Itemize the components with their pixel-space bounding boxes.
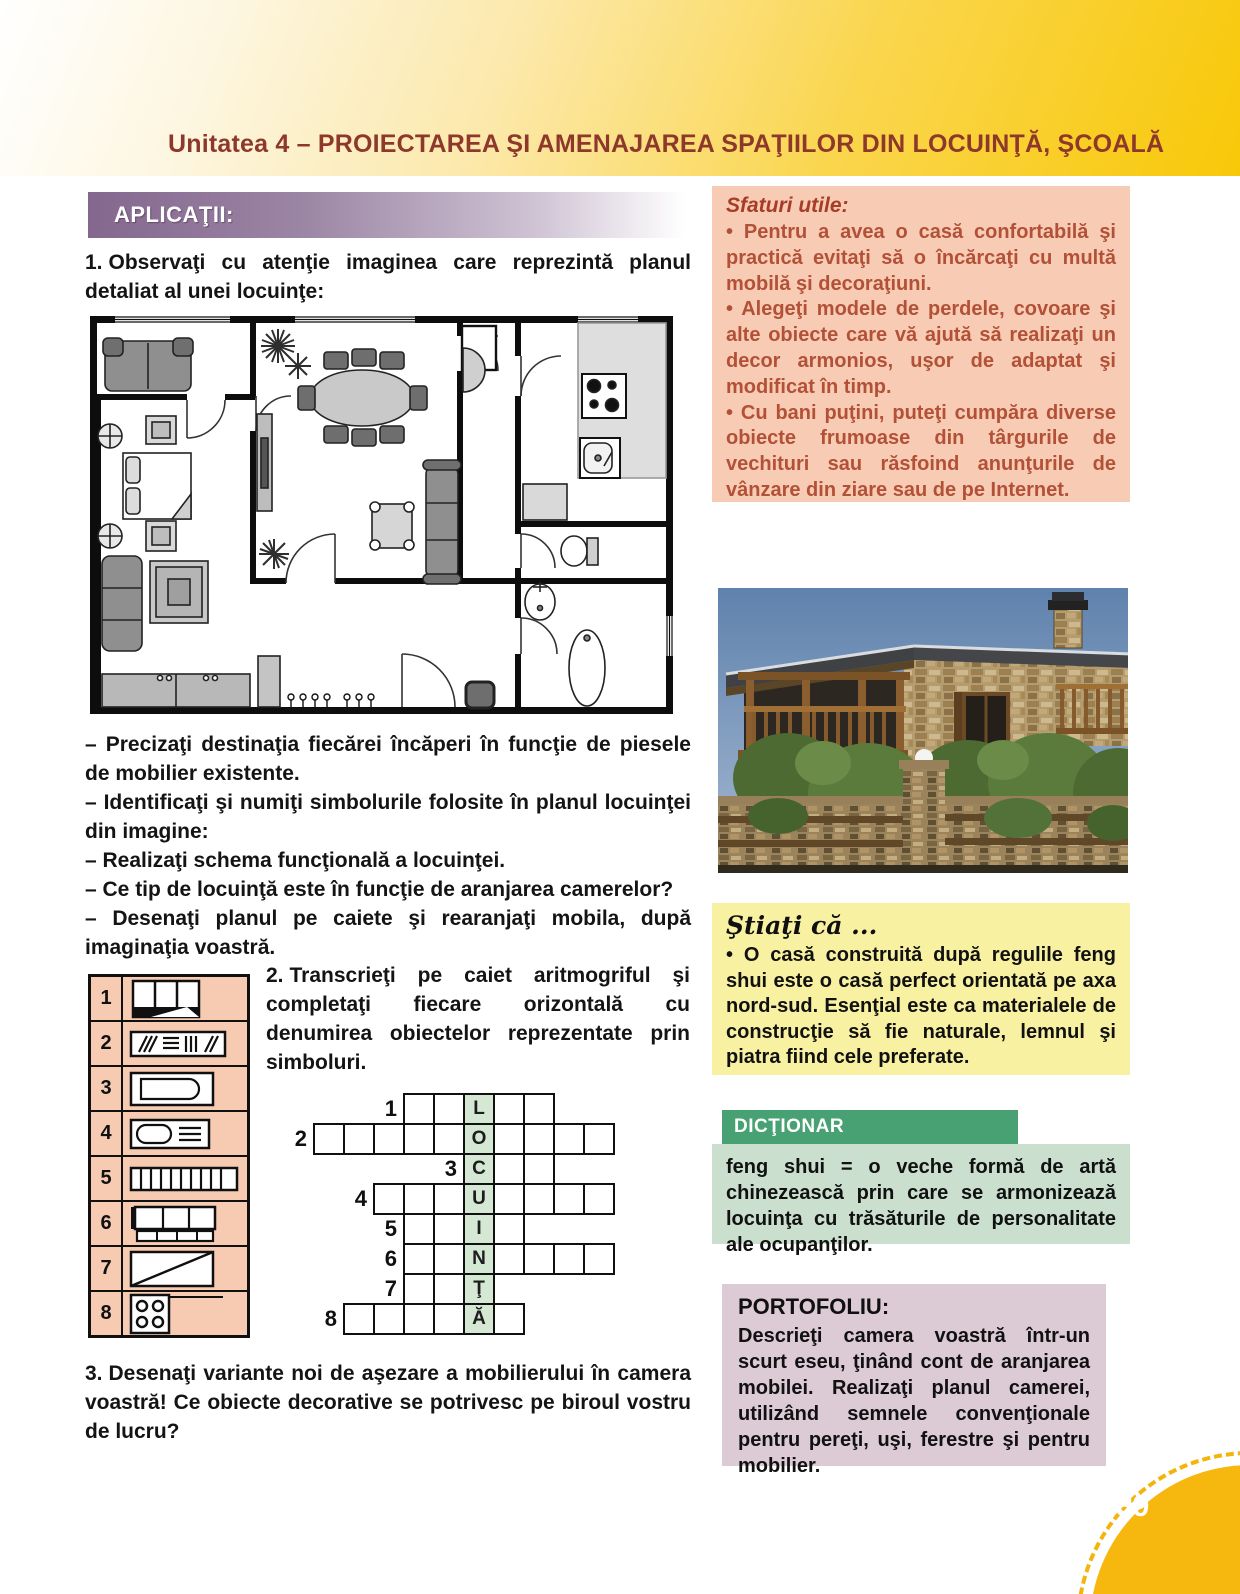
- did-you-know-title: Ştiaţi că ...: [726, 911, 878, 940]
- crossword-cell: [553, 1243, 585, 1275]
- crossword-cell: [433, 1093, 465, 1125]
- did-you-know-text: • O casă construită după regulile feng shui este o casă perfect orientată pe axa nord-sud. Esenţial este ca materialele de construcţie să fie naturale, lemnul şi piatra fiind cele preferate.: [726, 944, 1116, 1069]
- symbol-row-number: 3: [91, 1067, 123, 1110]
- sink-symbol-icon: [123, 1112, 247, 1155]
- crossword-cell: [583, 1183, 615, 1215]
- applications-badge: [88, 192, 710, 238]
- dictionary-term: feng shui: [726, 1156, 826, 1178]
- bathtub-symbol-icon: [123, 1067, 247, 1110]
- crossword-cell: [553, 1183, 585, 1215]
- crossword-row-number: 1: [384, 1096, 397, 1121]
- wardrobe-symbol-icon: [123, 1202, 247, 1245]
- crossword-highlight-cell: C: [463, 1153, 495, 1185]
- page-number: 89: [1116, 1490, 1150, 1523]
- window-symbol-icon: [123, 1247, 247, 1290]
- symbol-row-number: 7: [91, 1247, 123, 1290]
- crossword-cell: [493, 1243, 525, 1275]
- portfolio-text: Descrieţi camera voastră într-un scurt eseu, ţinând cont de aranjarea mobilei. Realizaţi planul camerei, utilizând semnele convenţionale pentru pereţi, uşi, ferestre şi pentru mobilier.: [738, 1325, 1090, 1477]
- crossword-highlight-cell: L: [463, 1093, 495, 1125]
- crossword-highlight-cell: N: [463, 1243, 495, 1275]
- symbol-table-row: [91, 1292, 247, 1335]
- crossword-cell: [313, 1123, 345, 1155]
- symbol-row-number: 1: [91, 977, 123, 1020]
- symbol-table-row: [91, 1247, 247, 1292]
- crossword-cell: [523, 1093, 555, 1125]
- symbol-table-row: [91, 1112, 247, 1157]
- floor-plan-image: [90, 316, 686, 714]
- crossword-cell: [493, 1303, 525, 1335]
- dictionary-header: DICŢIONAR: [722, 1110, 1018, 1144]
- crossword-cell: [343, 1123, 375, 1155]
- symbol-row-number: 5: [91, 1157, 123, 1200]
- symbol-table-row: [91, 1202, 247, 1247]
- dictionary-definition: = o veche formă de artă chinezească prin care se armonizează locuinţa cu trăsăturile de personalitate ale ocupanţilor.: [726, 1156, 1117, 1256]
- crossword-row-number: 4: [354, 1186, 367, 1211]
- crossword-cell: [343, 1303, 375, 1335]
- symbol-row-number: 6: [91, 1202, 123, 1245]
- crossword-cell: [583, 1123, 615, 1155]
- crossword-cell: [493, 1093, 525, 1125]
- crossword-cell: [403, 1213, 435, 1245]
- task-1-text: Observaţi cu atenţie imaginea care reprezintă planul detaliat al unei locuinţe:: [85, 251, 691, 303]
- crossword-cell: [523, 1123, 555, 1155]
- symbol-table-row: [91, 977, 247, 1022]
- tips-item: • Pentru a avea o casă confortabilă şi practică evitaţi să o încărcaţi cu multă mobilă şi decoraţiuni.: [726, 221, 1116, 295]
- crossword-cell: [373, 1183, 405, 1215]
- crossword-cell: [403, 1273, 435, 1305]
- crossword-cell: [523, 1183, 555, 1215]
- crossword-highlight-cell: O: [463, 1123, 495, 1155]
- crossword-cell: [493, 1123, 525, 1155]
- crossword-cell: [373, 1303, 405, 1335]
- house-photo: [718, 588, 1128, 873]
- crossword-row-number: 8: [324, 1306, 337, 1331]
- crossword-cell: [493, 1213, 525, 1245]
- symbol-row-number: 8: [91, 1292, 123, 1335]
- crossword-highlight-cell: I: [463, 1213, 495, 1245]
- dictionary-body: [712, 1144, 1130, 1256]
- symbol-table-row: [91, 1157, 247, 1202]
- symbol-table-row: [91, 1022, 247, 1067]
- crossword-cell: [523, 1243, 555, 1275]
- symbol-row-number: 4: [91, 1112, 123, 1155]
- task-1-number: 1.: [85, 251, 103, 274]
- tips-box-items: [726, 220, 1116, 504]
- symbol-table-row: [91, 1067, 247, 1112]
- crossword-cell: [433, 1123, 465, 1155]
- subtask-item: – Realizaţi schema funcţională a locuinţei.: [85, 848, 506, 872]
- portfolio-title: PORTOFOLIU:: [738, 1294, 890, 1319]
- crossword-cell: [553, 1123, 585, 1155]
- portfolio-box: [722, 1284, 1106, 1477]
- crossword-cell: [403, 1123, 435, 1155]
- stove-symbol-icon: [123, 1292, 247, 1335]
- tips-box: [712, 186, 1130, 502]
- did-you-know-box: [712, 903, 1130, 1075]
- tips-item: • Alegeţi modele de perdele, covoare şi alte obiecte care vă ajută să realizaţi un decor armonios, uşor de adaptat şi modificat în timp.: [726, 298, 1116, 398]
- crossword-cell: [493, 1153, 525, 1185]
- carpet-symbol-icon: [123, 1022, 247, 1065]
- page-title: Unitatea 4 – PROIECTAREA ŞI AMENAJAREA SPAŢIILOR DIN LOCUINŢĂ, ŞCOALĂ: [168, 130, 1165, 158]
- task-3-number: 3.: [85, 1362, 103, 1385]
- crossword-row-number: 3: [444, 1156, 457, 1181]
- crossword-highlight-cell: U: [463, 1183, 495, 1215]
- subtask-item: – Ce tip de locuinţă este în funcţie de aranjarea camerelor?: [85, 877, 674, 901]
- crossword-row-number: 5: [384, 1216, 397, 1241]
- crossword-row-number: 2: [294, 1126, 307, 1151]
- task-2-text: Transcrieţi pe caiet aritmogriful şi completaţi fiecare orizontală cu denumirea obiectelor reprezentate prin simboluri.: [266, 964, 690, 1074]
- bed-symbol-icon: [123, 977, 247, 1020]
- crossword-row-number: 6: [384, 1246, 397, 1271]
- crossword-cell: [523, 1153, 555, 1185]
- subtask-item: – Identificaţi şi numiţi simbolurile folosite în planul locuinţei din imagine:: [85, 790, 691, 843]
- crossword-cell: [433, 1243, 465, 1275]
- crossword-highlight-cell: Ă: [463, 1303, 495, 1335]
- crossword-cell: [433, 1273, 465, 1305]
- tips-box-title: Sfaturi utile:: [726, 194, 849, 217]
- tips-item: • Cu bani puţini, puteţi cumpăra diverse obiecte frumoase din târgurile de vechituri sau răsfoind anunţurile de vânzare din ziare sau de pe Internet.: [726, 401, 1116, 501]
- task-2: [266, 962, 690, 1078]
- subtask-item: – Precizaţi destinaţia fiecărei încăperi în funcţie de piesele de mobilier existente.: [85, 733, 691, 785]
- symbol-row-number: 2: [91, 1022, 123, 1065]
- crossword-grid: [280, 1093, 652, 1339]
- crossword-cell: [583, 1243, 615, 1275]
- crossword-cell: [493, 1183, 525, 1215]
- crossword-highlight-cell: Ţ: [463, 1273, 495, 1305]
- subtask-list: [85, 731, 691, 963]
- crossword-row-number: 7: [384, 1276, 397, 1301]
- crossword-cell: [403, 1183, 435, 1215]
- crossword-cell: [433, 1213, 465, 1245]
- task-3-text: Desenaţi variante noi de aşezare a mobilierului în camera voastră! Ce obiecte decorative se potrivesc pe biroul vostru de lucru?: [85, 1362, 691, 1443]
- crossword-cell: [433, 1303, 465, 1335]
- radiator-symbol-icon: [123, 1157, 247, 1200]
- crossword-cell: [373, 1123, 405, 1155]
- crossword-cell: [403, 1243, 435, 1275]
- subtask-item: – Desenaţi planul pe caiete şi rearanjaţi mobila, după imaginaţia voastră.: [85, 906, 691, 959]
- task-2-number: 2.: [266, 964, 284, 987]
- crossword-cell: [433, 1183, 465, 1215]
- crossword-cell: [403, 1303, 435, 1335]
- task-1: [85, 249, 691, 307]
- crossword-cell: [403, 1093, 435, 1125]
- symbol-table: [88, 974, 250, 1338]
- applications-label: APLICAŢII:: [114, 202, 234, 227]
- task-3: [85, 1360, 691, 1447]
